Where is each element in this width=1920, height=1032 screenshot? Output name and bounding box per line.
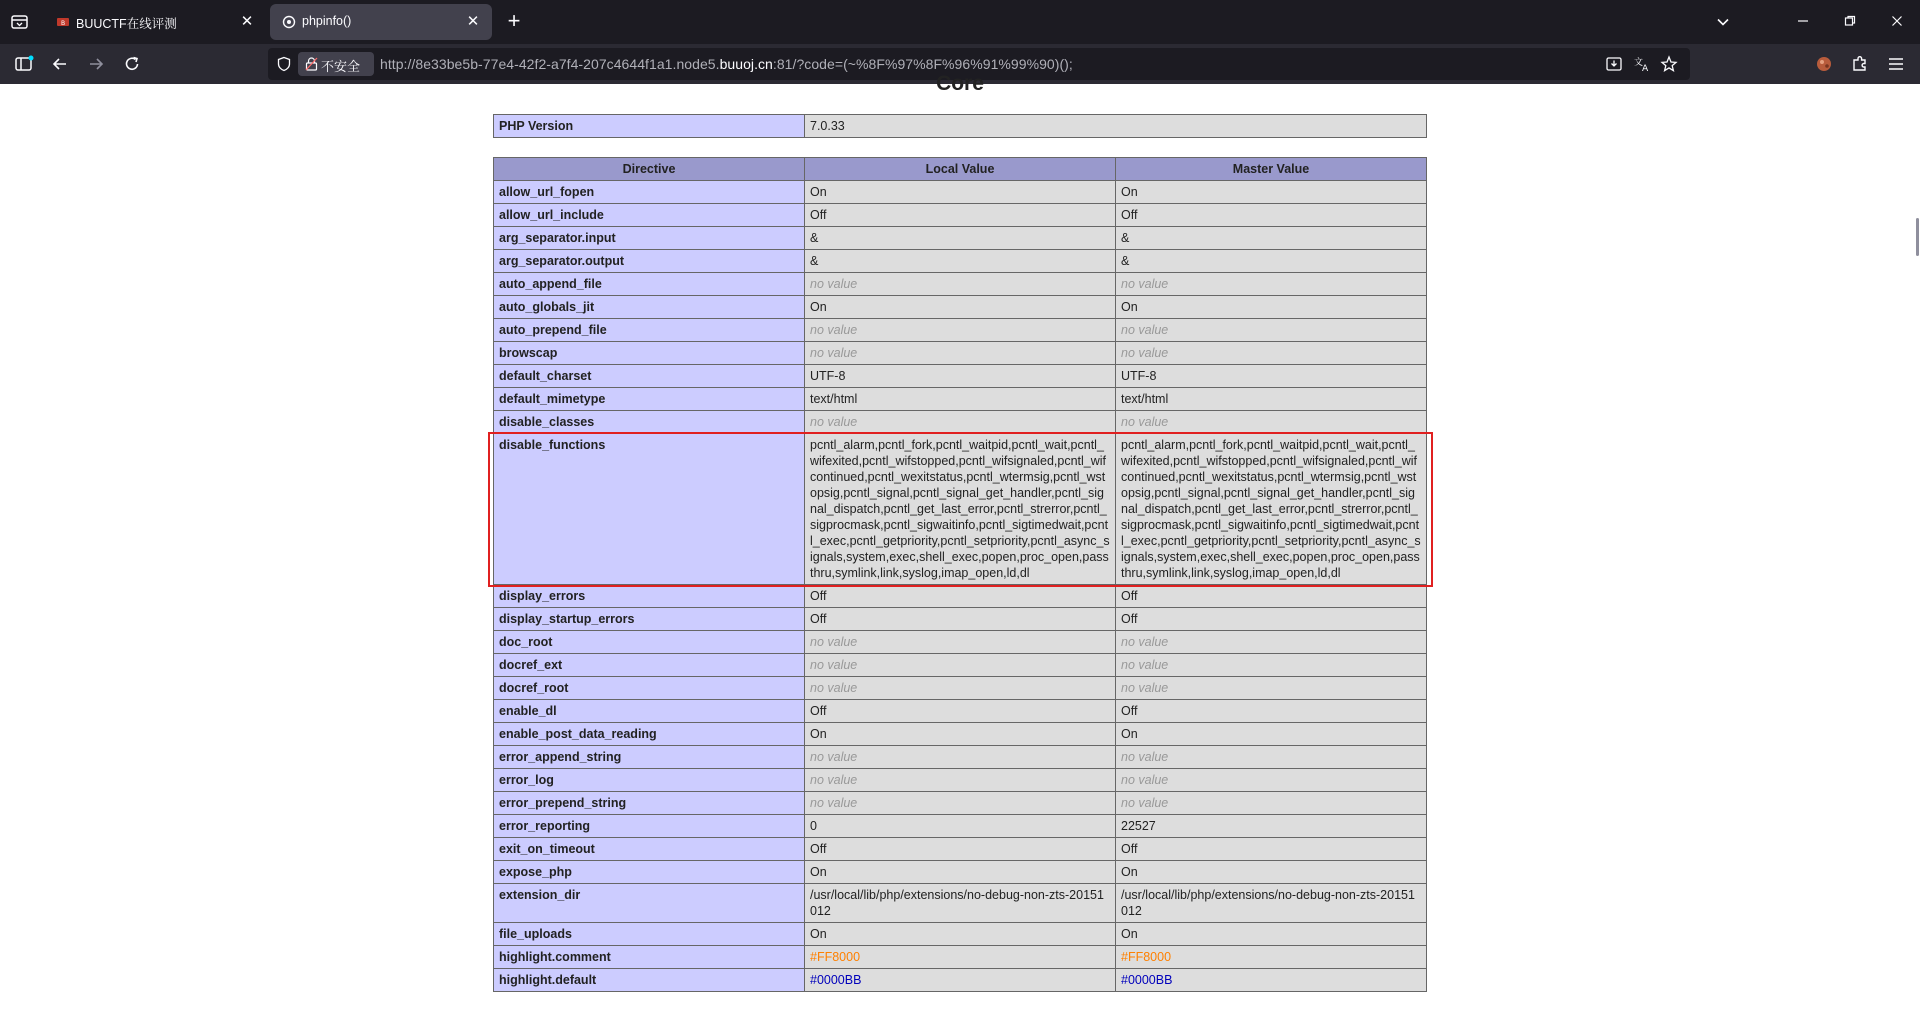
php-version-table	[493, 114, 1427, 138]
table-row	[494, 746, 1427, 769]
local-value	[805, 792, 1116, 815]
directive-name: error_reporting	[494, 815, 805, 838]
value-text: On	[1121, 185, 1138, 199]
no-value-text: no value	[1121, 346, 1169, 360]
local-value	[805, 250, 1116, 273]
directive-name: default_charset	[494, 365, 805, 388]
no-value-text: no value	[810, 796, 858, 810]
local-value	[805, 227, 1116, 250]
local-value	[805, 434, 1116, 585]
master-value	[1116, 608, 1427, 631]
table-row	[494, 319, 1427, 342]
directive-name: file_uploads	[494, 923, 805, 946]
scrollbar-thumb[interactable]	[1916, 218, 1919, 256]
value-text: #FF8000	[810, 950, 861, 964]
no-value-text: no value	[810, 415, 858, 429]
master-value	[1116, 861, 1427, 884]
directive-name: exit_on_timeout	[494, 838, 805, 861]
no-value-text: no value	[810, 277, 858, 291]
table-row	[494, 342, 1427, 365]
local-value	[805, 273, 1116, 296]
no-value-text: no value	[1121, 415, 1169, 429]
table-row	[494, 388, 1427, 411]
value-text: On	[810, 865, 827, 879]
local-value	[805, 181, 1116, 204]
table-row	[494, 411, 1427, 434]
local-value	[805, 411, 1116, 434]
value-text: Off	[1121, 842, 1138, 856]
directive-name: allow_url_include	[494, 204, 805, 227]
local-value	[805, 342, 1116, 365]
master-value	[1116, 654, 1427, 677]
local-value	[805, 677, 1116, 700]
directive-name: doc_root	[494, 631, 805, 654]
tab-bar	[0, 0, 1920, 44]
directive-name: error_prepend_string	[494, 792, 805, 815]
value-text: text/html	[810, 392, 858, 406]
value-text: Off	[810, 208, 827, 222]
no-value-text: no value	[1121, 681, 1169, 695]
directive-name: arg_separator.input	[494, 227, 805, 250]
url-prefix: http://8e33be5b-77e4-42f2-a7f4-207c4644f1a1.node5.	[380, 56, 720, 72]
table-row	[494, 227, 1427, 250]
master-value	[1116, 700, 1427, 723]
no-value-text: no value	[1121, 773, 1169, 787]
value-text: &	[1121, 254, 1130, 268]
directive-name: auto_prepend_file	[494, 319, 805, 342]
no-value-text: no value	[1121, 635, 1169, 649]
header-local-value: Local Value	[805, 158, 1116, 181]
master-value	[1116, 946, 1427, 969]
table-row	[494, 250, 1427, 273]
directive-name: error_log	[494, 769, 805, 792]
php-version-label: PHP Version	[494, 115, 805, 138]
directive-name: error_append_string	[494, 746, 805, 769]
directive-name: auto_append_file	[494, 273, 805, 296]
directive-name: docref_root	[494, 677, 805, 700]
header-master-value: Master Value	[1116, 158, 1427, 181]
value-text: #FF8000	[1121, 950, 1172, 964]
table-row	[494, 969, 1427, 992]
no-value-text: no value	[810, 681, 858, 695]
table-row	[494, 861, 1427, 884]
local-value	[805, 700, 1116, 723]
value-text: Off	[1121, 589, 1138, 603]
master-value	[1116, 838, 1427, 861]
svg-text:B: B	[60, 20, 66, 27]
close-tab-icon[interactable]: ✕	[240, 13, 254, 30]
tab-title: BUUCTF在线评测	[76, 17, 177, 31]
table-row	[494, 296, 1427, 319]
local-value	[805, 296, 1116, 319]
close-tab-icon[interactable]: ✕	[466, 13, 480, 30]
directive-name: display_startup_errors	[494, 608, 805, 631]
directive-name: expose_php	[494, 861, 805, 884]
table-row	[494, 654, 1427, 677]
local-value	[805, 838, 1116, 861]
local-value	[805, 608, 1116, 631]
no-value-text: no value	[810, 750, 858, 764]
master-value	[1116, 204, 1427, 227]
value-text: Off	[1121, 704, 1138, 718]
master-value	[1116, 296, 1427, 319]
tab-title: phpinfo()	[302, 14, 352, 28]
value-text: &	[810, 231, 819, 245]
table-row	[494, 273, 1427, 296]
table-row	[494, 838, 1427, 861]
local-value	[805, 861, 1116, 884]
globe-favicon-icon	[282, 15, 296, 29]
value-text: #0000BB	[1121, 973, 1173, 987]
master-value	[1116, 792, 1427, 815]
directive-name: default_mimetype	[494, 388, 805, 411]
directive-name: highlight.default	[494, 969, 805, 992]
table-row	[494, 884, 1427, 923]
master-value	[1116, 434, 1427, 585]
directive-name: docref_ext	[494, 654, 805, 677]
svg-text:文: 文	[1634, 58, 1644, 68]
table-row	[494, 923, 1427, 946]
master-value	[1116, 677, 1427, 700]
value-text: On	[810, 927, 827, 941]
table-row	[494, 585, 1427, 608]
local-value	[805, 946, 1116, 969]
value-text: On	[810, 185, 827, 199]
directive-name: auto_globals_jit	[494, 296, 805, 319]
no-value-text: no value	[1121, 277, 1169, 291]
tab-list-icon[interactable]	[9, 12, 31, 32]
translate-icon[interactable]	[1633, 55, 1651, 73]
star-icon[interactable]	[1660, 55, 1678, 73]
master-value	[1116, 746, 1427, 769]
url-text[interactable]	[380, 56, 1073, 72]
local-value	[805, 815, 1116, 838]
shield-icon[interactable]	[276, 56, 292, 72]
table-header-row	[494, 158, 1427, 181]
value-text: On	[1121, 727, 1138, 741]
plus-icon[interactable]: +	[507, 8, 521, 33]
no-value-text: no value	[1121, 750, 1169, 764]
table-row	[494, 815, 1427, 838]
master-value	[1116, 365, 1427, 388]
master-value	[1116, 250, 1427, 273]
table-row	[494, 181, 1427, 204]
table-row	[494, 792, 1427, 815]
value-text: 22527	[1121, 819, 1156, 833]
table-row	[494, 946, 1427, 969]
value-text: Off	[810, 842, 827, 856]
master-value	[1116, 585, 1427, 608]
local-value	[805, 654, 1116, 677]
value-text: Off	[810, 589, 827, 603]
url-suffix: :81/?code=(~%8F%97%8F%96%91%99%90)();	[772, 56, 1073, 72]
table-row	[494, 204, 1427, 227]
table-row	[494, 115, 1427, 138]
master-value	[1116, 923, 1427, 946]
directive-name: enable_dl	[494, 700, 805, 723]
no-value-text: no value	[1121, 658, 1169, 672]
table-row	[494, 677, 1427, 700]
local-value	[805, 585, 1116, 608]
master-value	[1116, 815, 1427, 838]
table-row	[494, 608, 1427, 631]
master-value	[1116, 227, 1427, 250]
chevron-down-icon[interactable]	[1713, 12, 1733, 32]
master-value	[1116, 631, 1427, 654]
scrollbar[interactable]	[1912, 84, 1920, 1032]
value-text: Off	[1121, 208, 1138, 222]
header-directive: Directive	[494, 158, 805, 181]
master-value	[1116, 388, 1427, 411]
master-value	[1116, 969, 1427, 992]
directive-name: browscap	[494, 342, 805, 365]
no-value-text: no value	[810, 658, 858, 672]
local-value	[805, 204, 1116, 227]
local-value	[805, 969, 1116, 992]
php-version-value: 7.0.33	[805, 115, 1427, 138]
master-value	[1116, 319, 1427, 342]
tab-buuctf[interactable]	[44, 4, 266, 40]
value-text: Off	[1121, 612, 1138, 626]
value-text: On	[1121, 865, 1138, 879]
url-host: buuoj.cn	[719, 56, 773, 72]
download-icon[interactable]	[1605, 55, 1623, 73]
value-text: On	[1121, 300, 1138, 314]
table-row	[494, 365, 1427, 388]
directive-name: highlight.comment	[494, 946, 805, 969]
no-value-text: no value	[810, 773, 858, 787]
directive-name: display_errors	[494, 585, 805, 608]
restore-icon[interactable]	[1827, 0, 1873, 44]
value-text: Off	[810, 704, 827, 718]
section-title: Core	[936, 72, 984, 95]
master-value	[1116, 411, 1427, 434]
directive-name: allow_url_fopen	[494, 181, 805, 204]
master-value	[1116, 769, 1427, 792]
lock-icon	[305, 57, 318, 71]
table-row	[494, 631, 1427, 654]
value-text: On	[1121, 927, 1138, 941]
master-value	[1116, 181, 1427, 204]
page-content	[0, 72, 1920, 1032]
table-row	[494, 723, 1427, 746]
no-value-text: no value	[810, 323, 858, 337]
tab-phpinfo[interactable]	[270, 4, 492, 40]
buuctf-favicon-icon	[56, 15, 70, 29]
minimize-icon[interactable]	[1780, 0, 1826, 44]
value-text: pcntl_alarm,pcntl_fork,pcntl_waitpid,pcntl_wait,pcntl_wifexited,pcntl_wifstopped,pcntl_wifsignaled,pcntl_wifcontinued,pcntl_wexitstatus,pcntl_wtermsig,pcntl_wstopsig,pcntl_signal,pcntl_signal_get_handler,pcntl_signal_dispatch,pcntl_get_last_error,pcntl_strerror,pcntl_sigprocmask,pcntl_sigwaitinfo,pcntl_sigtimedwait,pcntl_exec,pcntl_getpriority,pcntl_setpriority,pcntl_async_signals,system,exec,shell_exec,popen,proc_open,passthru,symlink,link,syslog,imap_open,ld,dl	[1121, 438, 1421, 580]
value-text: &	[1121, 231, 1130, 245]
value-text: On	[810, 300, 827, 314]
master-value	[1116, 273, 1427, 296]
value-text: 0	[810, 819, 817, 833]
directive-name: arg_separator.output	[494, 250, 805, 273]
insecure-label: 不安全	[321, 59, 361, 74]
local-value	[805, 769, 1116, 792]
local-value	[805, 365, 1116, 388]
local-value	[805, 923, 1116, 946]
table-row	[494, 434, 1427, 585]
no-value-text: no value	[810, 635, 858, 649]
value-text: Off	[810, 612, 827, 626]
value-text: /usr/local/lib/php/extensions/no-debug-non-zts-20151012	[1121, 888, 1415, 918]
value-text: UTF-8	[1121, 369, 1157, 383]
local-value	[805, 723, 1116, 746]
local-value	[805, 884, 1116, 923]
table-row	[494, 700, 1427, 723]
value-text: text/html	[1121, 392, 1169, 406]
directive-name: disable_functions	[494, 434, 805, 585]
local-value	[805, 388, 1116, 411]
value-text: #0000BB	[810, 973, 862, 987]
no-value-text: no value	[1121, 796, 1169, 810]
master-value	[1116, 884, 1427, 923]
master-value	[1116, 723, 1427, 746]
directive-name: disable_classes	[494, 411, 805, 434]
local-value	[805, 746, 1116, 769]
directive-name: extension_dir	[494, 884, 805, 923]
value-text: UTF-8	[810, 369, 846, 383]
core-directives-table	[493, 157, 1427, 992]
value-text: On	[810, 727, 827, 741]
value-text: /usr/local/lib/php/extensions/no-debug-non-zts-20151012	[810, 888, 1104, 918]
directive-name: enable_post_data_reading	[494, 723, 805, 746]
value-text: pcntl_alarm,pcntl_fork,pcntl_waitpid,pcntl_wait,pcntl_wifexited,pcntl_wifstopped,pcntl_wifsignaled,pcntl_wifcontinued,pcntl_wexitstatus,pcntl_wtermsig,pcntl_wstopsig,pcntl_signal,pcntl_signal_get_handler,pcntl_signal_dispatch,pcntl_get_last_error,pcntl_strerror,pcntl_sigprocmask,pcntl_sigwaitinfo,pcntl_sigtimedwait,pcntl_exec,pcntl_getpriority,pcntl_setpriority,pcntl_async_signals,system,exec,shell_exec,popen,proc_open,passthru,symlink,link,syslog,imap_open,ld,dl	[810, 438, 1110, 580]
master-value	[1116, 342, 1427, 365]
table-row	[494, 769, 1427, 792]
no-value-text: no value	[1121, 323, 1169, 337]
no-value-text: no value	[810, 346, 858, 360]
svg-text:A: A	[1642, 64, 1649, 74]
value-text: &	[810, 254, 819, 268]
local-value	[805, 631, 1116, 654]
close-window-icon[interactable]	[1874, 0, 1920, 44]
local-value	[805, 319, 1116, 342]
